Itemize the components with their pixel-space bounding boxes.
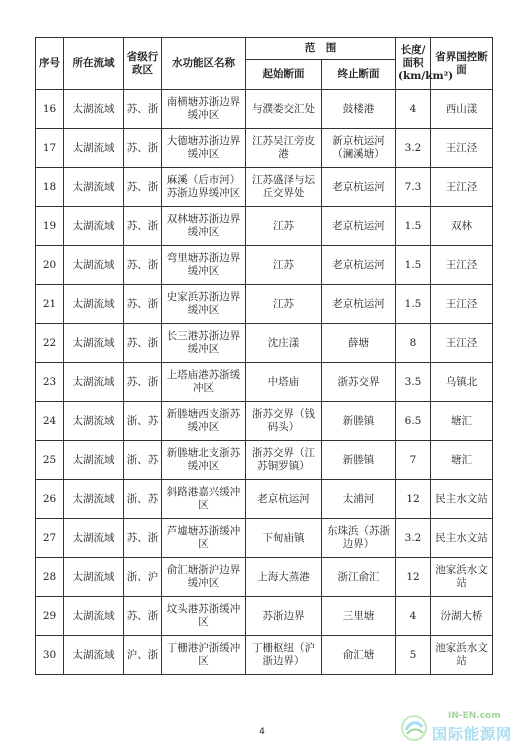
table-row: [36, 90, 493, 129]
cell-seq: 22: [36, 324, 64, 363]
table-row: [36, 168, 493, 207]
cell-zone-name: 俞汇塘浙沪边界缓冲区: [162, 558, 246, 597]
cell-province: 苏、浙: [124, 324, 162, 363]
cell-zone-name: 上塔庙港苏浙缓冲区: [162, 363, 246, 402]
table-row: [36, 597, 493, 636]
cell-basin: 太湖流域: [64, 363, 124, 402]
header-control: 省界国控断面: [431, 38, 493, 90]
cell-seq: 25: [36, 441, 64, 480]
cell-end: 浙苏交界: [322, 363, 396, 402]
cell-province: 苏、浙: [124, 285, 162, 324]
cell-length: 7: [396, 441, 431, 480]
header-seq: 序号: [36, 38, 64, 90]
cell-seq: 30: [36, 636, 64, 675]
page-number: 4: [259, 727, 265, 737]
cell-length: 3.5: [396, 363, 431, 402]
table-row: [36, 402, 493, 441]
cell-length: 12: [396, 480, 431, 519]
cell-control: 塘汇: [431, 402, 493, 441]
cell-basin: 太湖流域: [64, 324, 124, 363]
cell-length: 1.5: [396, 285, 431, 324]
cell-start: 江苏: [246, 207, 322, 246]
cell-province: 苏、浙: [124, 363, 162, 402]
cell-control: 汾湖大桥: [431, 597, 493, 636]
cell-start: 浙苏交界（江苏铜罗镇）: [246, 441, 322, 480]
cell-province: 苏、浙: [124, 129, 162, 168]
cell-basin: 太湖流域: [64, 402, 124, 441]
cell-control: 塘汇: [431, 441, 493, 480]
cell-end: 老京杭运河: [322, 207, 396, 246]
cell-province: 苏、浙: [124, 168, 162, 207]
cell-control: 双林: [431, 207, 493, 246]
header-end: 终止断面: [322, 60, 396, 90]
cell-end: 俞汇塘: [322, 636, 396, 675]
cell-end: 老京杭运河: [322, 285, 396, 324]
header-basin: 所在流域: [64, 38, 124, 90]
cell-province: 苏、浙: [124, 207, 162, 246]
cell-zone-name: 双林塘苏浙边界缓冲区: [162, 207, 246, 246]
cell-control: 池家浜水文站: [431, 558, 493, 597]
cell-start: 丁栅枢纽（沪浙边界）: [246, 636, 322, 675]
table-row: [36, 558, 493, 597]
cell-seq: 24: [36, 402, 64, 441]
cell-start: 老京杭运河: [246, 480, 322, 519]
header-length: 长度/面积(km/km²): [396, 38, 431, 90]
cell-basin: 太湖流域: [64, 285, 124, 324]
cell-basin: 太湖流域: [64, 168, 124, 207]
cell-zone-name: 丁栅港沪浙缓冲区: [162, 636, 246, 675]
table-row: [36, 636, 493, 675]
cell-basin: 太湖流域: [64, 597, 124, 636]
cell-end: 三里塘: [322, 597, 396, 636]
watermark-top-text: IN-EN.com: [448, 711, 501, 721]
cell-start: 浙苏交界（钱码头）: [246, 402, 322, 441]
cell-basin: 太湖流域: [64, 246, 124, 285]
cell-length: 3.2: [396, 519, 431, 558]
cell-seq: 16: [36, 90, 64, 129]
cell-seq: 27: [36, 519, 64, 558]
cell-start: 与濮娄交汇处: [246, 90, 322, 129]
cell-seq: 29: [36, 597, 64, 636]
watermark-main-text: 国际能源网: [432, 725, 513, 743]
cell-length: 4: [396, 90, 431, 129]
cell-end: 新塍镇: [322, 402, 396, 441]
cell-control: 王江泾: [431, 246, 493, 285]
header-start: 起始断面: [246, 60, 322, 90]
table-header-row: [36, 38, 493, 60]
cell-control: 乌镇北: [431, 363, 493, 402]
cell-end: 老京杭运河: [322, 168, 396, 207]
cell-basin: 太湖流域: [64, 636, 124, 675]
cell-seq: 21: [36, 285, 64, 324]
cell-zone-name: 新塍塘北支浙苏缓冲区: [162, 441, 246, 480]
cell-control: 王江泾: [431, 129, 493, 168]
cell-start: 江苏: [246, 246, 322, 285]
cell-seq: 17: [36, 129, 64, 168]
cell-zone-name: 芦墟塘苏浙缓冲区: [162, 519, 246, 558]
cell-seq: 23: [36, 363, 64, 402]
cell-length: 8: [396, 324, 431, 363]
cell-control: 王江泾: [431, 285, 493, 324]
cell-province: 浙、苏: [124, 402, 162, 441]
cell-start: 上海大蒸港: [246, 558, 322, 597]
cell-zone-name: 史家浜苏浙边界缓冲区: [162, 285, 246, 324]
cell-length: 12: [396, 558, 431, 597]
cell-zone-name: 长三港苏浙边界缓冲区: [162, 324, 246, 363]
cell-length: 1.5: [396, 246, 431, 285]
cell-basin: 太湖流域: [64, 480, 124, 519]
cell-control: 西山漾: [431, 90, 493, 129]
cell-basin: 太湖流域: [64, 558, 124, 597]
table-row: [36, 480, 493, 519]
cell-province: 苏、浙: [124, 246, 162, 285]
cell-zone-name: 麻溪（后市河）苏浙边界缓冲区: [162, 168, 246, 207]
cell-province: 浙、苏: [124, 480, 162, 519]
cell-end: 新塍镇: [322, 441, 396, 480]
header-zone-name: 水功能区名称: [162, 38, 246, 90]
cell-end: 薛塘: [322, 324, 396, 363]
table-row: [36, 246, 493, 285]
water-function-zone-table: [35, 37, 493, 675]
cell-zone-name: 新塍塘西支浙苏缓冲区: [162, 402, 246, 441]
cell-length: 1.5: [396, 207, 431, 246]
watermark-logo-icon: [398, 713, 430, 743]
watermark: [398, 711, 520, 745]
cell-seq: 20: [36, 246, 64, 285]
cell-control: 民主水文站: [431, 480, 493, 519]
cell-province: 浙、沪: [124, 558, 162, 597]
cell-length: 4: [396, 597, 431, 636]
cell-basin: 太湖流域: [64, 519, 124, 558]
cell-start: 江苏: [246, 285, 322, 324]
cell-end: 太浦河: [322, 480, 396, 519]
cell-zone-name: 斜路港嘉兴缓冲区: [162, 480, 246, 519]
cell-seq: 18: [36, 168, 64, 207]
cell-basin: 太湖流域: [64, 90, 124, 129]
cell-control: 王江泾: [431, 324, 493, 363]
cell-end: 浙江俞汇: [322, 558, 396, 597]
cell-start: 江苏吴江旁皮港: [246, 129, 322, 168]
cell-control: 王江泾: [431, 168, 493, 207]
table-row: [36, 207, 493, 246]
cell-seq: 19: [36, 207, 64, 246]
table-body: [36, 90, 493, 675]
cell-length: 5: [396, 636, 431, 675]
cell-start: 苏浙边界: [246, 597, 322, 636]
cell-start: 沈庄漾: [246, 324, 322, 363]
cell-length: 3.2: [396, 129, 431, 168]
cell-province: 苏、浙: [124, 90, 162, 129]
table-row: [36, 363, 493, 402]
cell-zone-name: 大德塘苏浙边界缓冲区: [162, 129, 246, 168]
table-row: [36, 324, 493, 363]
cell-seq: 28: [36, 558, 64, 597]
header-province: 省级行政区: [124, 38, 162, 90]
cell-basin: 太湖流域: [64, 441, 124, 480]
cell-end: 老京杭运河: [322, 246, 396, 285]
table-row: [36, 519, 493, 558]
table-row: [36, 129, 493, 168]
table-row: [36, 285, 493, 324]
cell-province: 浙、苏: [124, 441, 162, 480]
cell-control: 民主水文站: [431, 519, 493, 558]
cell-end: 鼓楼港: [322, 90, 396, 129]
cell-province: 沪、浙: [124, 636, 162, 675]
cell-end: 新京杭运河（澜溪塘）: [322, 129, 396, 168]
cell-zone-name: 坟头港苏浙缓冲区: [162, 597, 246, 636]
cell-province: 苏、浙: [124, 597, 162, 636]
cell-basin: 太湖流域: [64, 207, 124, 246]
table-row: [36, 441, 493, 480]
cell-province: 苏、浙: [124, 519, 162, 558]
cell-start: 中塔庙: [246, 363, 322, 402]
cell-basin: 太湖流域: [64, 129, 124, 168]
cell-start: 下甸庙镇: [246, 519, 322, 558]
cell-length: 6.5: [396, 402, 431, 441]
cell-length: 7.3: [396, 168, 431, 207]
cell-zone-name: 弯里塘苏浙边界缓冲区: [162, 246, 246, 285]
header-range: 范 围: [246, 38, 396, 60]
cell-seq: 26: [36, 480, 64, 519]
cell-control: 池家浜水文站: [431, 636, 493, 675]
cell-end: 东珠浜（苏浙边界）: [322, 519, 396, 558]
cell-start: 江苏盛泽与坛丘交界处: [246, 168, 322, 207]
cell-zone-name: 南横塘苏浙边界缓冲区: [162, 90, 246, 129]
